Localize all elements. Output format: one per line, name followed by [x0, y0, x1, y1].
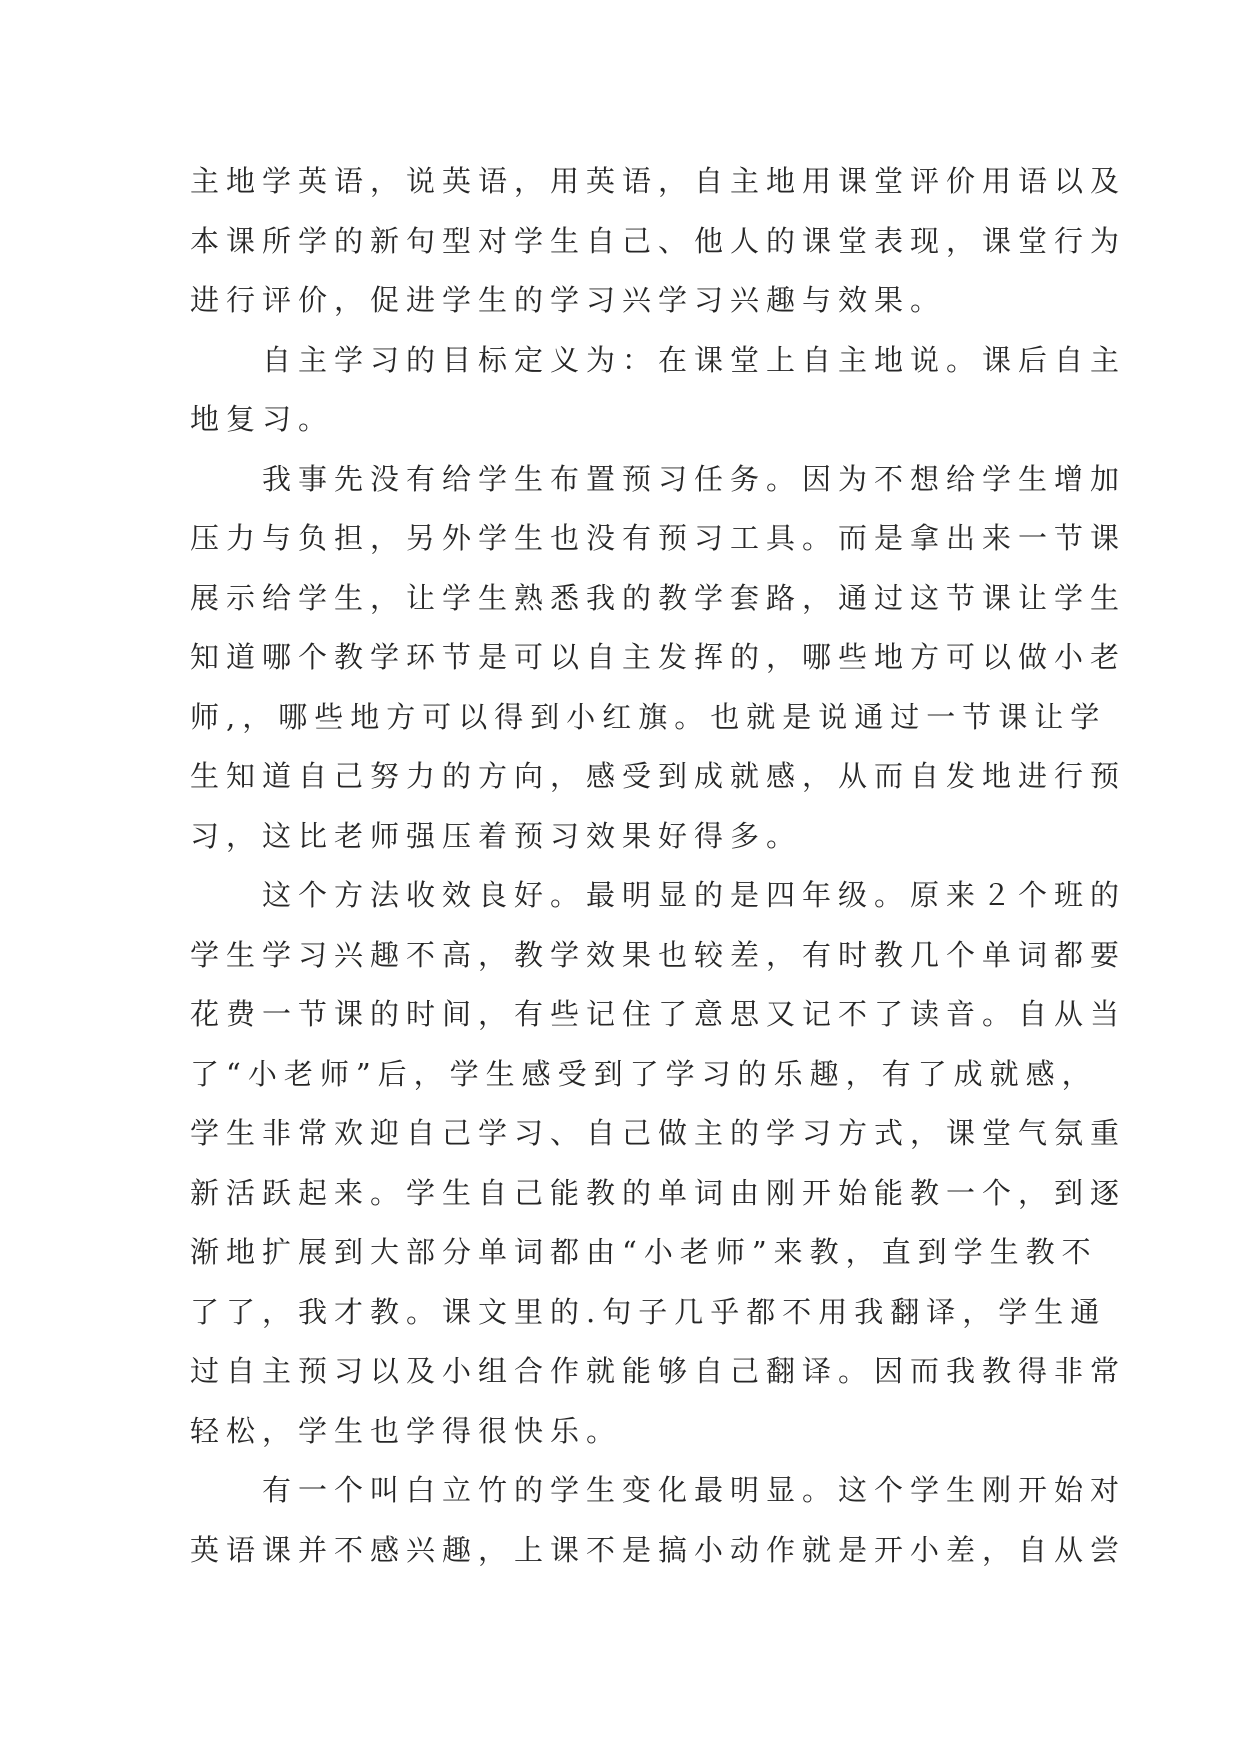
text-line: 了了，我才教。课文里的.句子几乎都不用我翻译，学生通 [190, 1294, 1107, 1329]
document-body [190, 152, 1127, 1580]
text-line: 师,，哪些地方可以得到小红旗。也就是说通过一节课让学 [190, 699, 1107, 734]
paragraph-first-line: 我事先没有给学生布置预习任务。因为不想给学生增加 [262, 461, 1127, 496]
text-line: 进行评价，促进学生的学习兴学习兴趣与效果。 [190, 283, 947, 317]
paragraph-first-line: 自主学习的目标定义为：在课堂上自主地说。课后自主 [262, 342, 1127, 377]
text-line: 展示给学生，让学生熟悉我的教学套路，通过这节课让学生 [190, 580, 1127, 615]
text-line: 地复习。 [190, 402, 335, 436]
text-line: 本课所学的新句型对学生自己、他人的课堂表现，课堂行为 [190, 223, 1127, 258]
text-line: 压力与负担，另外学生也没有预习工具。而是拿出来一节课 [190, 521, 1127, 555]
text-line: 生知道自己努力的方向，感受到成就感，从而自发地进行预 [190, 759, 1127, 793]
text-line: 渐地扩展到大部分单词都由“小老师”来教，直到学生教不 [190, 1235, 1098, 1269]
text-line: 新活跃起来。学生自己能教的单词由刚开始能教一个，到逐 [190, 1175, 1127, 1210]
text-line: 花费一节课的时间，有些记住了意思又记不了读音。自从当 [190, 997, 1127, 1031]
text-line: 轻松，学生也学得很快乐。 [190, 1413, 623, 1448]
text-line: 学生学习兴趣不高，教学效果也较差，有时教几个单词都要 [190, 937, 1127, 972]
text-line: 知道哪个教学环节是可以自主发挥的，哪些地方可以做小老 [190, 640, 1127, 674]
paragraph-first-line: 有一个叫白立竹的学生变化最明显。这个学生刚开始对 [262, 1473, 1127, 1507]
text-line: 学生非常欢迎自己学习、自己做主的学习方式，课堂气氛重 [190, 1116, 1127, 1150]
text-line: 主地学英语，说英语，用英语，自主地用课堂评价用语以及 [190, 164, 1127, 198]
paragraph-first-line: 这个方法收效良好。最明显的是四年级。原来２个班的 [262, 878, 1127, 912]
text-line: 英语课并不感兴趣，上课不是搞小动作就是开小差，自从尝 [190, 1532, 1127, 1567]
text-line: 习，这比老师强压着预习效果好得多。 [190, 818, 803, 853]
text-line: 了“小老师”后，学生感受到了学习的乐趣，有了成就感， [190, 1056, 1098, 1091]
text-line: 过自主预习以及小组合作就能够自己翻译。因而我教得非常 [190, 1354, 1127, 1388]
